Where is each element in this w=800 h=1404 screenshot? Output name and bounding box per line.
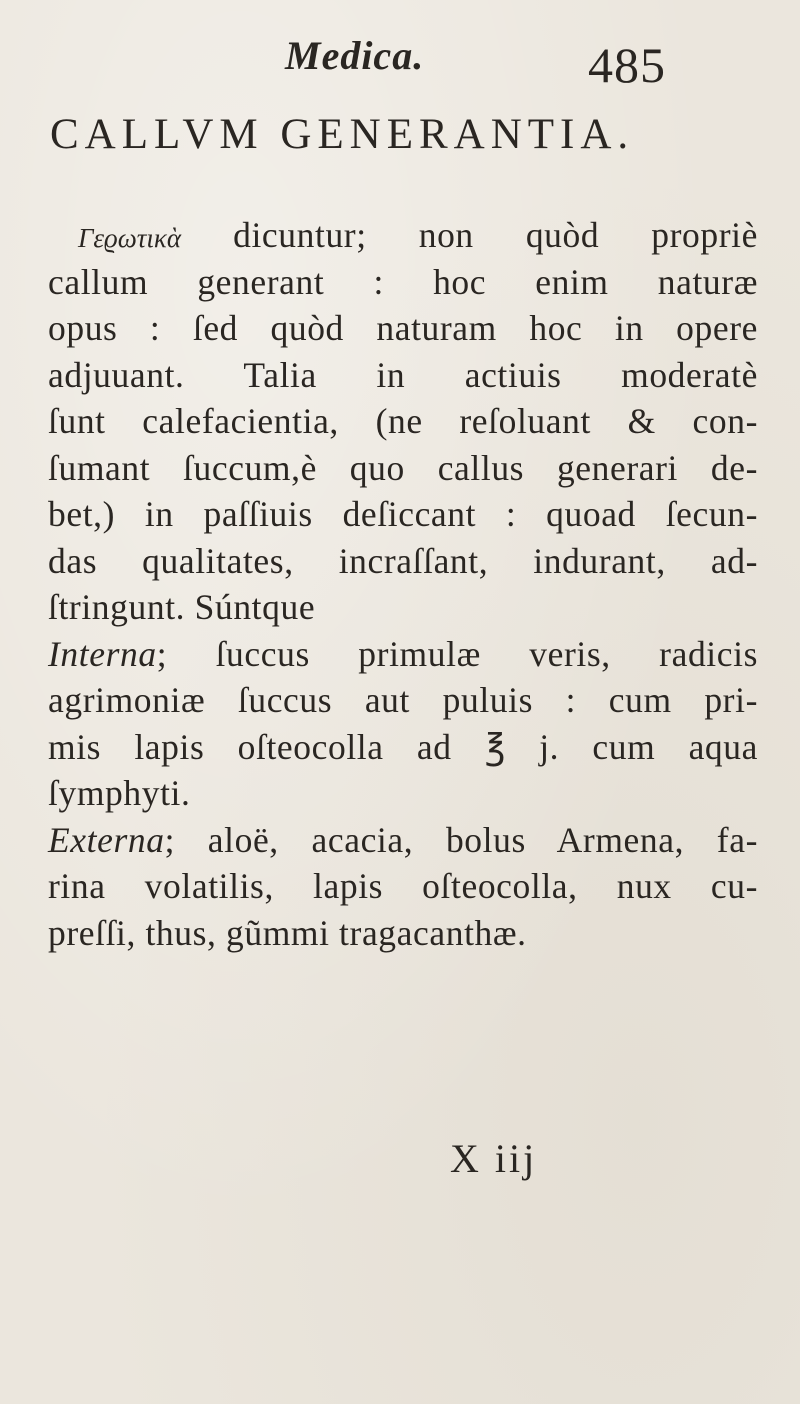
text-line: ſumant ſuccum,è quo callus generari de-	[48, 447, 758, 488]
externa-label: Externa	[48, 819, 165, 860]
text-line: mis lapis oſteocolla ad ℥ j. cum aqua	[48, 726, 758, 767]
greek-term: Γεϱωτικὰ	[78, 223, 182, 253]
text-line: preſſi, thus, gũmmi tragacanthæ.	[48, 912, 527, 953]
text-line: Interna; ſuccus primulæ veris, radicis	[48, 633, 758, 674]
text-line: opus : ſed quòd naturam hoc in opere	[48, 308, 758, 348]
text-line: ſymphyti.	[48, 773, 191, 813]
page-number: 485	[588, 37, 666, 93]
text-line: agrimoniæ ſuccus aut puluis : cum pri-	[48, 680, 758, 720]
running-title: Medica.	[285, 33, 425, 78]
signature-mark: X iij	[450, 1136, 538, 1181]
section-title: CALLVM GENERANTIA.	[50, 111, 635, 158]
running-head	[0, 22, 800, 92]
text-line: ſtringunt. Súntque	[48, 587, 316, 627]
text-line: das qualitates, incraſſant, indurant, ad-	[48, 540, 758, 581]
text-line: bet,) in paſſiuis deſiccant : quoad ſecun-	[48, 494, 758, 534]
text-line: ſunt calefacientia, (ne reſoluant & con-	[48, 401, 758, 441]
text-line: Externa; aloë, acacia, bolus Armena, fa-	[48, 819, 758, 860]
text-line: callum generant : hoc enim naturæ	[48, 261, 758, 302]
interna-label: Interna	[48, 633, 157, 674]
text-line: Γεϱωτικὰ dicuntur; non quòd propriè	[78, 215, 758, 255]
text-line: adjuuant. Talia in actiuis moderatè	[48, 354, 758, 395]
text-line: rina volatilis, lapis oſteocolla, nux cu-	[48, 866, 758, 906]
body-text	[48, 212, 758, 956]
